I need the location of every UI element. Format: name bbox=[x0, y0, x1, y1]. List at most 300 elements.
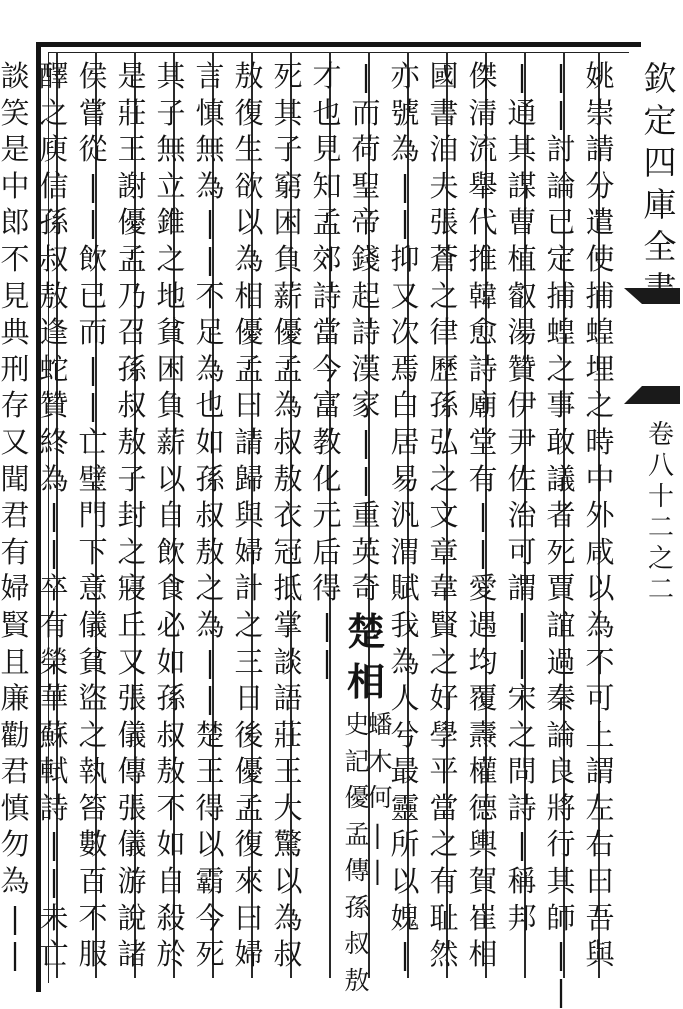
glyph: 敖 bbox=[117, 424, 147, 459]
glyph: 孫 bbox=[195, 461, 225, 496]
repeat-mark: | bbox=[556, 59, 566, 93]
glyph: 渭 bbox=[390, 534, 420, 569]
text-column bbox=[580, 58, 620, 973]
glyph: 叔 bbox=[117, 388, 147, 423]
glyph: 之 bbox=[429, 278, 459, 313]
glyph: 大 bbox=[273, 790, 303, 825]
text-column bbox=[268, 58, 308, 973]
glyph: 謀 bbox=[507, 168, 537, 203]
glyph: 王 bbox=[117, 132, 147, 167]
repeat-mark: | bbox=[517, 59, 527, 93]
glyph: 又 bbox=[0, 424, 30, 459]
glyph: 二 bbox=[647, 513, 674, 543]
glyph: 以 bbox=[234, 205, 264, 240]
glyph: 不 bbox=[156, 790, 186, 825]
text-column bbox=[385, 58, 425, 973]
glyph: 從 bbox=[78, 132, 108, 167]
glyph: 亡 bbox=[39, 937, 69, 972]
glyph: 覆 bbox=[468, 681, 498, 716]
glyph: 流 bbox=[468, 132, 498, 167]
glyph: 耻 bbox=[429, 900, 459, 935]
glyph: 自 bbox=[156, 498, 186, 533]
glyph: 當 bbox=[312, 315, 342, 350]
glyph: 無 bbox=[156, 132, 186, 167]
glyph: 韋 bbox=[429, 571, 459, 606]
glyph: 見 bbox=[0, 278, 30, 313]
glyph: 必 bbox=[156, 607, 186, 642]
glyph: 如 bbox=[156, 644, 186, 679]
glyph: 輿 bbox=[468, 827, 498, 862]
glyph: 之 bbox=[507, 717, 537, 752]
text-column bbox=[229, 58, 269, 973]
glyph: 勸 bbox=[0, 717, 30, 752]
glyph: 孟 bbox=[273, 351, 303, 386]
glyph: 廉 bbox=[0, 681, 30, 716]
glyph: 歸 bbox=[234, 461, 264, 496]
glyph: 請 bbox=[585, 132, 615, 167]
glyph: 全 bbox=[643, 227, 677, 266]
glyph: 易 bbox=[390, 461, 420, 496]
glyph: 敖 bbox=[344, 966, 370, 996]
repeat-mark: | bbox=[400, 168, 410, 203]
glyph: 為 bbox=[195, 607, 225, 642]
glyph: 德 bbox=[468, 790, 498, 825]
glyph: 百 bbox=[78, 864, 108, 899]
glyph: 稱 bbox=[507, 864, 537, 899]
glyph: 敖 bbox=[234, 59, 264, 93]
glyph: 丘 bbox=[117, 607, 147, 642]
glyph: 叔 bbox=[344, 929, 370, 959]
text-column bbox=[73, 58, 113, 973]
glyph: 謂 bbox=[585, 754, 615, 789]
glyph: 代 bbox=[468, 205, 498, 240]
glyph: 最 bbox=[390, 754, 420, 789]
repeat-mark: | bbox=[322, 644, 332, 679]
glyph: 又 bbox=[117, 644, 147, 679]
glyph: 楚 bbox=[346, 608, 385, 654]
glyph: 聖 bbox=[351, 168, 381, 203]
repeat-mark: | bbox=[361, 424, 371, 459]
repeat-mark: | bbox=[556, 973, 566, 1008]
glyph: 執 bbox=[78, 754, 108, 789]
glyph: 八 bbox=[647, 451, 674, 481]
glyph: 笞 bbox=[78, 790, 108, 825]
glyph: 諸 bbox=[117, 937, 147, 972]
glyph: 使 bbox=[585, 241, 615, 276]
glyph: 復 bbox=[234, 827, 264, 862]
glyph: 醳 bbox=[39, 59, 69, 93]
glyph: 有 bbox=[429, 864, 459, 899]
glyph: 孟 bbox=[234, 790, 264, 825]
glyph: 英 bbox=[351, 534, 381, 569]
repeat-mark: | bbox=[322, 607, 332, 642]
glyph: 焉 bbox=[390, 351, 420, 386]
glyph: 上 bbox=[585, 717, 615, 752]
glyph: 問 bbox=[507, 754, 537, 789]
glyph: 優 bbox=[234, 754, 264, 789]
repeat-mark: | bbox=[49, 827, 59, 862]
glyph: 次 bbox=[390, 315, 420, 350]
glyph: 之 bbox=[234, 607, 264, 642]
glyph: 慎 bbox=[0, 790, 30, 825]
glyph: 漢 bbox=[351, 351, 381, 386]
glyph: 者 bbox=[546, 498, 576, 533]
glyph: 自 bbox=[156, 864, 186, 899]
glyph: 何 bbox=[367, 783, 393, 813]
glyph: 錐 bbox=[156, 205, 186, 240]
glyph: 錢 bbox=[351, 241, 381, 276]
glyph: 而 bbox=[351, 95, 381, 130]
repeat-mark: | bbox=[373, 856, 382, 886]
glyph: 討 bbox=[546, 132, 576, 167]
glyph: 儀 bbox=[117, 717, 147, 752]
glyph: 相 bbox=[468, 937, 498, 972]
glyph: 不 bbox=[585, 644, 615, 679]
repeat-mark: | bbox=[361, 59, 371, 93]
glyph: 無 bbox=[195, 132, 225, 167]
glyph: 詩 bbox=[312, 278, 342, 313]
glyph: 權 bbox=[468, 754, 498, 789]
glyph: 服 bbox=[78, 937, 108, 972]
glyph: 之 bbox=[585, 388, 615, 423]
glyph: 事 bbox=[546, 388, 576, 423]
glyph: 帝 bbox=[351, 205, 381, 240]
glyph: 薪 bbox=[156, 424, 186, 459]
glyph: 霸 bbox=[195, 864, 225, 899]
glyph: 負 bbox=[156, 388, 186, 423]
glyph: 中 bbox=[0, 168, 30, 203]
text-column bbox=[424, 58, 464, 973]
glyph: 之 bbox=[429, 827, 459, 862]
glyph: 孫 bbox=[156, 681, 186, 716]
glyph: 張 bbox=[117, 681, 147, 716]
glyph: 勿 bbox=[0, 827, 30, 862]
glyph: 孟 bbox=[117, 241, 147, 276]
glyph: 家 bbox=[351, 388, 381, 423]
glyph: 均 bbox=[468, 644, 498, 679]
glyph: 刑 bbox=[0, 351, 30, 386]
repeat-mark: | bbox=[205, 205, 215, 240]
glyph: 地 bbox=[156, 278, 186, 313]
glyph: 四 bbox=[643, 143, 677, 182]
glyph: 也 bbox=[195, 388, 225, 423]
glyph: 子 bbox=[117, 461, 147, 496]
glyph: 所 bbox=[390, 827, 420, 862]
glyph: 敖 bbox=[39, 278, 69, 313]
glyph: 張 bbox=[429, 205, 459, 240]
glyph: 不 bbox=[78, 900, 108, 935]
glyph: 贊 bbox=[507, 351, 537, 386]
glyph: 賢 bbox=[429, 607, 459, 642]
glyph: 盜 bbox=[78, 681, 108, 716]
glyph: 堂 bbox=[468, 424, 498, 459]
glyph: 門 bbox=[78, 498, 108, 533]
glyph: 為 bbox=[273, 900, 303, 935]
glyph: 外 bbox=[585, 498, 615, 533]
glyph: 乃 bbox=[117, 278, 147, 313]
glyph: 才 bbox=[312, 59, 342, 93]
glyph: 之 bbox=[195, 571, 225, 606]
glyph: 君 bbox=[0, 754, 30, 789]
glyph: 子 bbox=[273, 132, 303, 167]
glyph: 捕 bbox=[546, 278, 576, 313]
glyph: 日 bbox=[234, 681, 264, 716]
glyph: 已 bbox=[546, 205, 576, 240]
glyph: 賢 bbox=[0, 607, 30, 642]
repeat-mark: | bbox=[49, 498, 59, 533]
glyph: 為 bbox=[195, 168, 225, 203]
glyph: 佐 bbox=[507, 461, 537, 496]
glyph: 崔 bbox=[468, 900, 498, 935]
glyph: 之 bbox=[39, 95, 69, 130]
glyph: 有 bbox=[39, 607, 69, 642]
glyph: 吾 bbox=[585, 900, 615, 935]
glyph: 傳 bbox=[117, 754, 147, 789]
glyph: 如 bbox=[195, 424, 225, 459]
glyph: 元 bbox=[312, 498, 342, 533]
glyph: 楚 bbox=[195, 717, 225, 752]
glyph: 為 bbox=[234, 241, 264, 276]
glyph: 其 bbox=[546, 864, 576, 899]
glyph: 十 bbox=[647, 482, 674, 512]
glyph: 不 bbox=[0, 241, 30, 276]
glyph: 為 bbox=[390, 644, 420, 679]
glyph: 其 bbox=[156, 59, 186, 93]
book-title bbox=[638, 58, 682, 310]
text-column bbox=[502, 58, 542, 936]
glyph: 通 bbox=[507, 95, 537, 130]
glyph: 謝 bbox=[117, 168, 147, 203]
repeat-mark: | bbox=[517, 644, 527, 679]
glyph: 敖 bbox=[156, 754, 186, 789]
glyph: 存 bbox=[0, 388, 30, 423]
glyph: 時 bbox=[585, 424, 615, 459]
text-column bbox=[0, 58, 35, 973]
glyph: 貧 bbox=[78, 644, 108, 679]
glyph: 重 bbox=[351, 498, 381, 533]
glyph: 右 bbox=[585, 827, 615, 862]
glyph: 文 bbox=[429, 498, 459, 533]
glyph: 為 bbox=[585, 607, 615, 642]
glyph: 愈 bbox=[468, 315, 498, 350]
glyph: 中 bbox=[585, 461, 615, 496]
glyph: 贊 bbox=[39, 388, 69, 423]
fish-tail-mark-icon bbox=[622, 286, 682, 406]
glyph: 談 bbox=[273, 644, 303, 679]
glyph: 賈 bbox=[546, 571, 576, 606]
text-column bbox=[112, 58, 152, 973]
glyph: 起 bbox=[351, 278, 381, 313]
glyph: 過 bbox=[546, 644, 576, 679]
glyph: 於 bbox=[156, 937, 186, 972]
glyph: 優 bbox=[234, 315, 264, 350]
glyph: 說 bbox=[117, 900, 147, 935]
glyph: 儀 bbox=[78, 607, 108, 642]
glyph: 軾 bbox=[39, 754, 69, 789]
glyph: 三 bbox=[234, 644, 264, 679]
glyph: 蝗 bbox=[546, 315, 576, 350]
glyph: 榮 bbox=[39, 644, 69, 679]
glyph: 婦 bbox=[234, 534, 264, 569]
repeat-mark: | bbox=[49, 534, 59, 569]
glyph: 孟 bbox=[344, 819, 370, 849]
glyph: 律 bbox=[429, 315, 459, 350]
repeat-mark: | bbox=[49, 864, 59, 899]
glyph: 數 bbox=[78, 827, 108, 862]
glyph: 蝗 bbox=[585, 315, 615, 350]
glyph: 燾 bbox=[468, 717, 498, 752]
glyph: 可 bbox=[585, 681, 615, 716]
text-column bbox=[190, 58, 230, 973]
glyph: 愛 bbox=[468, 571, 498, 606]
glyph: 推 bbox=[468, 241, 498, 276]
glyph: 以 bbox=[195, 827, 225, 862]
repeat-mark: | bbox=[205, 241, 215, 276]
glyph: 笑 bbox=[0, 95, 30, 130]
glyph: 殺 bbox=[156, 900, 186, 935]
glyph: 負 bbox=[273, 241, 303, 276]
text-column bbox=[463, 58, 503, 973]
glyph: 之 bbox=[78, 717, 108, 752]
glyph: 有 bbox=[468, 461, 498, 496]
glyph: 飲 bbox=[78, 241, 108, 276]
glyph: 當 bbox=[429, 790, 459, 825]
glyph: 以 bbox=[273, 864, 303, 899]
glyph: 叔 bbox=[156, 717, 186, 752]
repeat-mark: | bbox=[556, 95, 566, 130]
glyph: 埋 bbox=[585, 351, 615, 386]
glyph: 叔 bbox=[273, 424, 303, 459]
glyph: 足 bbox=[195, 315, 225, 350]
glyph: 賦 bbox=[390, 571, 420, 606]
glyph: 子 bbox=[156, 95, 186, 130]
glyph: 舉 bbox=[468, 168, 498, 203]
glyph: 傳 bbox=[344, 856, 370, 886]
glyph: 咸 bbox=[585, 534, 615, 569]
glyph: 蘇 bbox=[39, 717, 69, 752]
glyph: 困 bbox=[156, 351, 186, 386]
repeat-mark: | bbox=[478, 534, 488, 569]
glyph: 立 bbox=[156, 168, 186, 203]
glyph: 秦 bbox=[546, 681, 576, 716]
glyph: 議 bbox=[546, 461, 576, 496]
annotation-block bbox=[344, 707, 393, 1000]
glyph: 將 bbox=[546, 790, 576, 825]
repeat-mark: | bbox=[88, 388, 98, 423]
repeat-mark: | bbox=[400, 937, 410, 972]
glyph: 如 bbox=[156, 827, 186, 862]
glyph: 國 bbox=[429, 59, 459, 93]
glyph: 又 bbox=[390, 278, 420, 313]
glyph: 號 bbox=[390, 95, 420, 130]
glyph: 莊 bbox=[273, 717, 303, 752]
glyph: 洎 bbox=[429, 132, 459, 167]
repeat-mark: | bbox=[205, 681, 215, 716]
glyph: 卒 bbox=[39, 571, 69, 606]
glyph: 慎 bbox=[195, 95, 225, 130]
glyph: 其 bbox=[273, 95, 303, 130]
glyph: 誼 bbox=[546, 607, 576, 642]
glyph: 湯 bbox=[507, 315, 537, 350]
repeat-mark: | bbox=[400, 205, 410, 240]
glyph: 以 bbox=[585, 571, 615, 606]
glyph: 人 bbox=[390, 681, 420, 716]
glyph: 信 bbox=[39, 168, 69, 203]
glyph: 郎 bbox=[0, 205, 30, 240]
glyph: 之 bbox=[156, 241, 186, 276]
glyph: 婦 bbox=[0, 571, 30, 606]
glyph: 莊 bbox=[117, 95, 147, 130]
glyph: 遣 bbox=[585, 205, 615, 240]
glyph: 之 bbox=[429, 461, 459, 496]
glyph: 定 bbox=[546, 241, 576, 276]
glyph: 居 bbox=[390, 424, 420, 459]
glyph: 定 bbox=[643, 101, 677, 140]
glyph: 宋 bbox=[507, 681, 537, 716]
glyph: 蒼 bbox=[429, 241, 459, 276]
glyph: 逢 bbox=[39, 315, 69, 350]
glyph: 欲 bbox=[234, 168, 264, 203]
glyph: 請 bbox=[234, 424, 264, 459]
glyph: 叔 bbox=[195, 498, 225, 533]
glyph: 治 bbox=[507, 498, 537, 533]
glyph: 而 bbox=[78, 315, 108, 350]
glyph: 孫 bbox=[344, 892, 370, 922]
glyph: 然 bbox=[429, 937, 459, 972]
glyph: 今 bbox=[312, 351, 342, 386]
glyph: 下 bbox=[78, 534, 108, 569]
repeat-mark: | bbox=[88, 168, 98, 203]
glyph: 相 bbox=[234, 278, 264, 313]
glyph: 璧 bbox=[78, 461, 108, 496]
glyph: 與 bbox=[234, 498, 264, 533]
text-column bbox=[541, 58, 581, 1009]
glyph: 曹 bbox=[507, 205, 537, 240]
glyph: 學 bbox=[429, 717, 459, 752]
glyph: 張 bbox=[117, 790, 147, 825]
glyph: 有 bbox=[0, 534, 30, 569]
glyph: 章 bbox=[429, 534, 459, 569]
text-column bbox=[151, 58, 191, 973]
glyph: 弘 bbox=[429, 424, 459, 459]
repeat-mark: | bbox=[10, 900, 20, 935]
glyph: 夫 bbox=[429, 168, 459, 203]
glyph: 卷 bbox=[647, 420, 674, 450]
glyph: 叔 bbox=[39, 241, 69, 276]
glyph: 崇 bbox=[585, 95, 615, 130]
glyph: 敖 bbox=[273, 461, 303, 496]
glyph: 見 bbox=[312, 132, 342, 167]
glyph: 木 bbox=[367, 746, 393, 776]
glyph: 且 bbox=[0, 644, 30, 679]
glyph: 為 bbox=[39, 461, 69, 496]
glyph: 分 bbox=[585, 168, 615, 203]
glyph: 知 bbox=[312, 168, 342, 203]
chapter-label bbox=[640, 420, 682, 606]
glyph: 曰 bbox=[234, 388, 264, 423]
glyph: 孫 bbox=[429, 388, 459, 423]
glyph: 窮 bbox=[273, 168, 303, 203]
glyph: 是 bbox=[117, 59, 147, 93]
glyph: 優 bbox=[273, 315, 303, 350]
glyph: 尹 bbox=[507, 424, 537, 459]
text-column bbox=[344, 58, 393, 1000]
glyph: 我 bbox=[390, 607, 420, 642]
glyph: 優 bbox=[344, 783, 370, 813]
glyph: 意 bbox=[78, 571, 108, 606]
glyph: 記 bbox=[344, 746, 370, 776]
glyph: 後 bbox=[234, 717, 264, 752]
